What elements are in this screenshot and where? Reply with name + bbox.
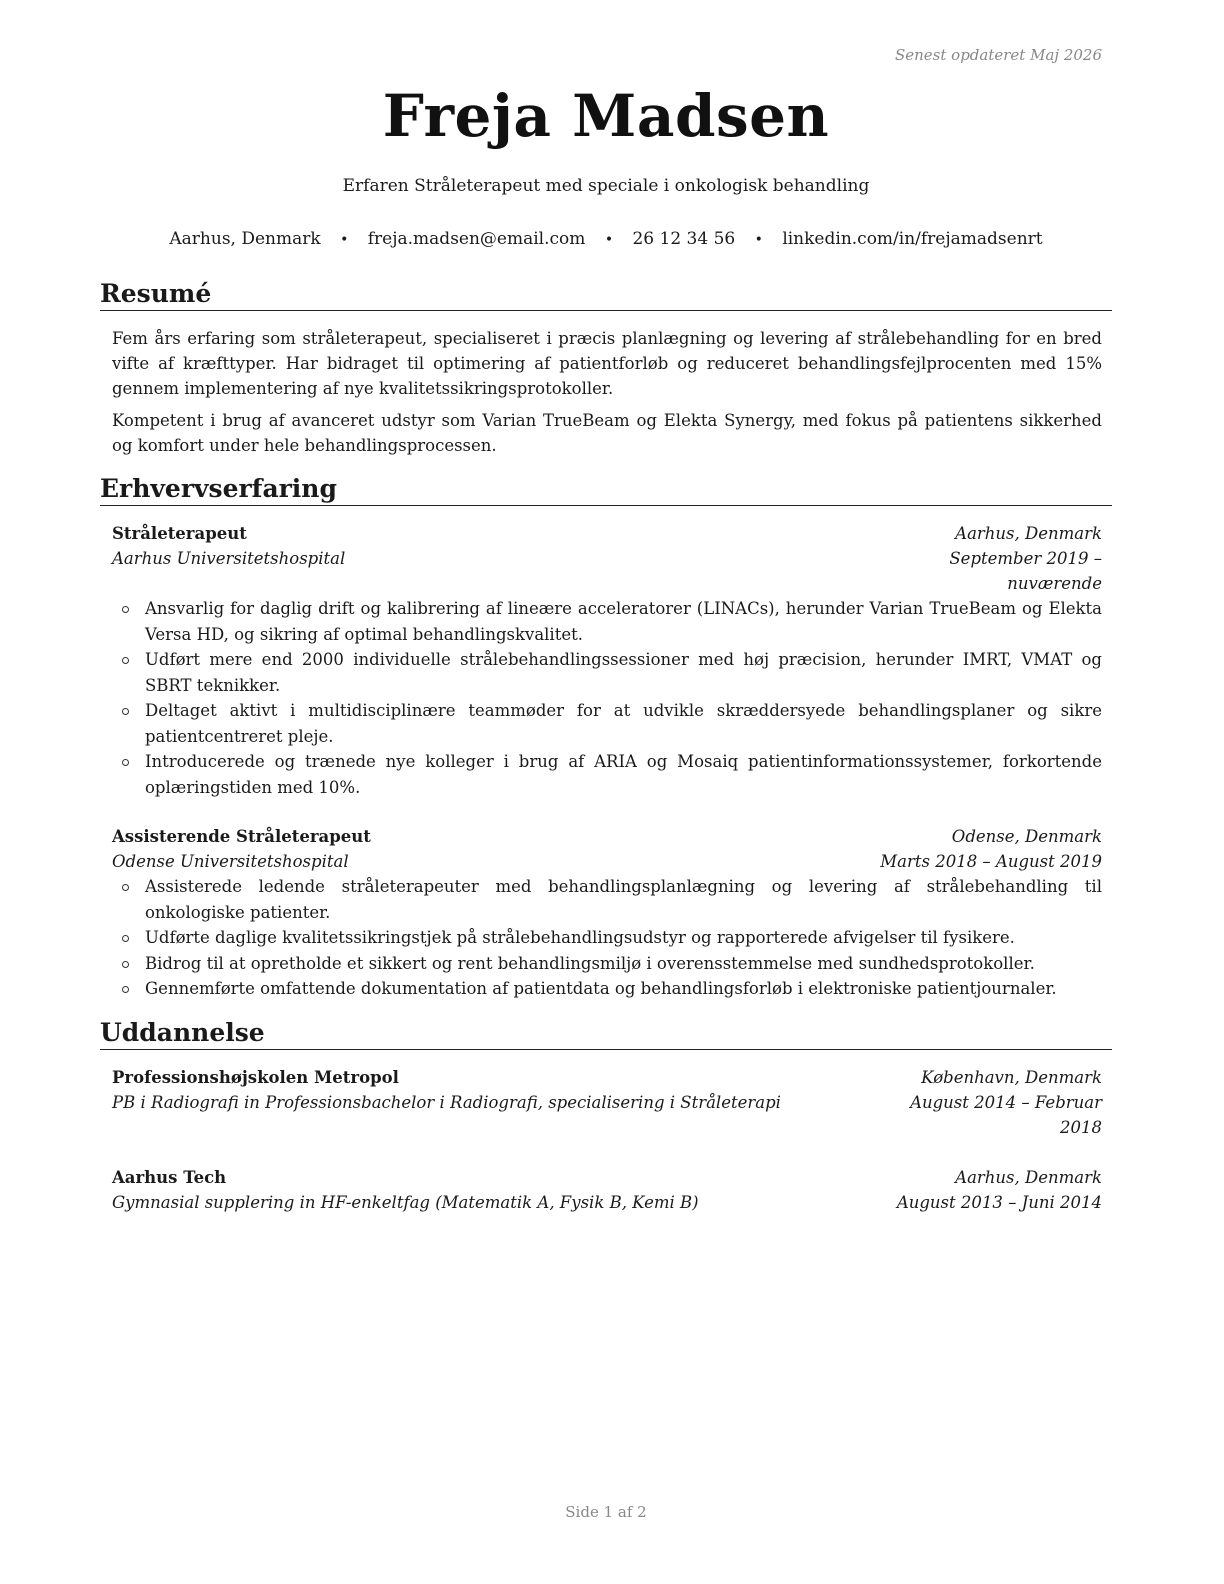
- school-name: Professionshøjskolen Metropol: [112, 1068, 399, 1087]
- job-role: Assisterende Stråleterapeut: [112, 827, 371, 846]
- job-employer: Odense Universitetshospital: [112, 852, 349, 871]
- school-location: Aarhus, Denmark: [955, 1168, 1102, 1187]
- list-item: Deltaget aktivt i multidisciplinære teammøder for at udvikle skræddersyede behandlingsplaner og sikre patientcentreret pleje.: [112, 698, 1102, 749]
- separator-dot: •: [754, 232, 763, 248]
- job-location: Aarhus, Denmark: [955, 524, 1102, 543]
- separator-dot: •: [604, 232, 614, 248]
- job-dates: September 2019 – nuværende: [949, 549, 1102, 593]
- experience-entry: [112, 824, 1102, 1002]
- school-name: Aarhus Tech: [112, 1168, 227, 1187]
- separator-dot: •: [340, 232, 349, 248]
- degree: Gymnasial supplering in HF-enkeltfag (Matematik A, Fysik B, Kemi B): [112, 1193, 699, 1212]
- job-dates: Marts 2018 – August 2019: [880, 852, 1102, 871]
- list-item: Udført mere end 2000 individuelle strålebehandlingssessioner med høj præcision, herunder IMRT, VMAT og SBRT teknikker.: [112, 647, 1102, 698]
- school-dates: August 2014 – Februar 2018: [910, 1093, 1102, 1137]
- job-employer: Aarhus Universitetshospital: [112, 549, 346, 568]
- summary-paragraph: Kompetent i brug af avanceret udstyr som Varian TrueBeam og Elekta Synergy, med fokus på patientens sikkerhed og komfort under hele behandlingsprocessen.: [112, 411, 1102, 455]
- contact-linkedin[interactable]: linkedin.com/in/frejamadsenrt: [782, 229, 1043, 249]
- list-item: Bidrog til at opretholde et sikkert og rent behandlingsmiljø i overensstemmelse med sundhedsprotokoller.: [112, 951, 1102, 977]
- candidate-name: Freja Madsen: [382, 82, 830, 150]
- job-bullets: [112, 596, 1102, 800]
- page-number: Side 1 af 2: [565, 1503, 647, 1521]
- tagline: Erfaren Stråleterapeut med speciale i onkologisk behandling: [342, 176, 870, 196]
- contact-phone: 26 12 34 56: [632, 229, 736, 249]
- list-item: Assisterede ledende stråleterapeuter med behandlingsplanlægning og levering af strålebehandling til onkologiske patienter.: [112, 874, 1102, 925]
- section-title-summary: Resumé: [100, 279, 1112, 311]
- experience-entry: [112, 521, 1102, 800]
- school-dates: August 2013 – Juni 2014: [896, 1193, 1102, 1212]
- job-role: Stråleterapeut: [112, 524, 247, 543]
- job-location: Odense, Denmark: [951, 827, 1102, 846]
- list-item: Introducerede og trænede nye kolleger i brug af ARIA og Mosaiq patientinformationssystemer, forkortende oplæringstiden med 10%.: [112, 749, 1102, 800]
- resume-page: [100, 0, 1112, 1584]
- school-location: København, Denmark: [921, 1068, 1102, 1087]
- summary-paragraph: Fem års erfaring som stråleterapeut, specialiseret i præcis planlægning og levering af strålebehandling for en bred vifte af kræfttyper. Har bidraget til optimering af patientforløb og reduceret behandlingsfejlprocenten med 15% gennem implementering af nye kvalitetssikringsprotokoller.: [112, 329, 1102, 398]
- section-title-experience: Erhvervserfaring: [100, 474, 1112, 506]
- degree: PB i Radiografi in Professionsbachelor i Radiografi, specialisering i Stråleterapi: [112, 1093, 781, 1112]
- list-item: Udførte daglige kvalitetssikringstjek på strålebehandlingsudstyr og rapporterede afvigelser til fysikere.: [112, 925, 1102, 951]
- section-title-education: Uddannelse: [100, 1018, 1112, 1050]
- contact-line: [100, 229, 1112, 249]
- list-item: Ansvarlig for daglig drift og kalibrering af lineære acceleratorer (LINACs), herunder Varian TrueBeam og Elekta Versa HD, og sikring af optimal behandlingskvalitet.: [112, 596, 1102, 647]
- job-bullets: [112, 874, 1102, 1002]
- contact-email[interactable]: freja.madsen@email.com: [367, 229, 586, 249]
- contact-location: Aarhus, Denmark: [169, 229, 321, 249]
- list-item: Gennemførte omfattende dokumentation af patientdata og behandlingsforløb i elektroniske patientjournaler.: [112, 976, 1102, 1002]
- last-updated: Senest opdateret Maj 2026: [894, 46, 1102, 64]
- education-entry: [112, 1065, 1102, 1140]
- education-entry: [112, 1165, 1102, 1215]
